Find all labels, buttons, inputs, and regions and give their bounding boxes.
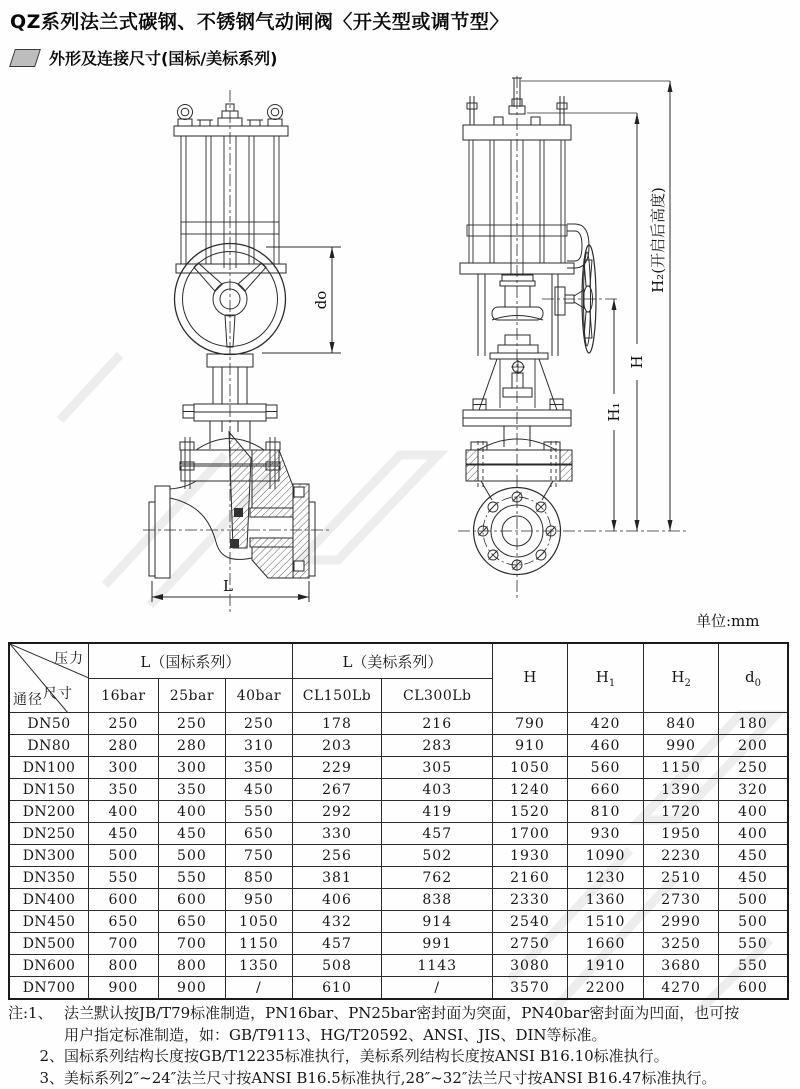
dimension-value-cell: 600 xyxy=(158,889,226,911)
dimension-value-cell: 381 xyxy=(292,867,382,889)
col-header-cl150: CL150Lb xyxy=(292,679,382,713)
dimension-value-cell: 660 xyxy=(567,779,644,801)
dimension-value-cell: 256 xyxy=(292,845,382,867)
col-header-40bar: 40bar xyxy=(226,679,293,713)
dimension-value-cell: 3680 xyxy=(644,955,719,977)
dimension-value-cell: 200 xyxy=(718,735,788,757)
dimension-value-cell: 1090 xyxy=(567,845,644,867)
note-line: 用户指定标准制造，如：GB/T9113、HG/T20592、ANSI、JIS、DIN等标准。 xyxy=(64,1025,607,1044)
dimension-value-cell: 330 xyxy=(292,823,382,845)
dimension-value-cell: 203 xyxy=(292,735,382,757)
dimension-value-cell: 500 xyxy=(89,845,159,867)
dimension-value-cell: 2330 xyxy=(493,889,568,911)
group-header-gb: L（国标系列） xyxy=(89,643,293,679)
dimension-value-cell: 790 xyxy=(493,713,568,735)
nominal-diameter-cell: DN100 xyxy=(9,757,89,779)
dimension-value-cell: 400 xyxy=(718,801,788,823)
note-line: 法兰默认按JB/T79标准制造，PN16bar、PN25bar密封面为突面，PN40bar密封面为凹面，也可按 xyxy=(64,1004,740,1022)
nominal-diameter-cell: DN50 xyxy=(9,713,89,735)
dimension-value-cell: 250 xyxy=(226,713,293,735)
dimension-value-cell: 450 xyxy=(718,845,788,867)
dimension-value-cell: 3570 xyxy=(493,977,568,1000)
nominal-diameter-cell: DN150 xyxy=(9,779,89,801)
section-heading xyxy=(12,46,277,69)
dimension-value-cell: 305 xyxy=(382,757,493,779)
dimension-value-cell: 838 xyxy=(382,889,493,911)
nominal-diameter-cell: DN300 xyxy=(9,845,89,867)
table-row xyxy=(9,933,788,955)
notes xyxy=(8,1003,792,1089)
table-row xyxy=(9,977,788,1000)
dim-label-do: do xyxy=(312,290,330,310)
dimension-value-cell: 600 xyxy=(718,977,788,1000)
dimension-value-cell: 2730 xyxy=(644,889,719,911)
dimension-value-cell: 750 xyxy=(226,845,293,867)
dimension-value-cell: 1390 xyxy=(644,779,719,801)
dimension-value-cell: 1050 xyxy=(226,911,293,933)
dimension-value-cell: 762 xyxy=(382,867,493,889)
dimension-value-cell: 1240 xyxy=(493,779,568,801)
unit-label: 单位:mm xyxy=(696,612,760,630)
table-row xyxy=(9,713,788,735)
note-line: 国标系列结构长度按GB/T12235标准执行，美标系列结构长度按ANSI B16.10标准执行。 xyxy=(64,1047,669,1065)
dimension-value-cell: 1360 xyxy=(567,889,644,911)
dimension-value-cell: 1520 xyxy=(493,801,568,823)
nominal-diameter-cell: DN500 xyxy=(9,933,89,955)
dimension-value-cell: 419 xyxy=(382,801,493,823)
dimension-value-cell: 2990 xyxy=(644,911,719,933)
note-item-2 xyxy=(8,1046,792,1068)
dimension-value-cell: 550 xyxy=(718,955,788,977)
section-marker-icon xyxy=(9,49,41,67)
corner-label-diameter: 通径 xyxy=(13,692,43,708)
dimension-value-cell: 3080 xyxy=(493,955,568,977)
dimension-value-cell: 310 xyxy=(226,735,293,757)
nominal-diameter-cell: DN400 xyxy=(9,889,89,911)
dimension-value-cell: 1910 xyxy=(567,955,644,977)
dimension-value-cell: 250 xyxy=(718,757,788,779)
dimension-value-cell: 320 xyxy=(718,779,788,801)
dimension-value-cell: 267 xyxy=(292,779,382,801)
dimension-value-cell: 650 xyxy=(226,823,293,845)
dimension-value-cell: 650 xyxy=(158,911,226,933)
dimension-value-cell: 4270 xyxy=(644,977,719,1000)
dimension-value-cell: 400 xyxy=(158,801,226,823)
col-header-16bar: 16bar xyxy=(89,679,159,713)
dimension-value-cell: 250 xyxy=(89,713,159,735)
dimension-value-cell: 550 xyxy=(226,801,293,823)
dimension-value-cell: 700 xyxy=(89,933,159,955)
page-title: QZ系列法兰式碳钢、不锈钢气动闸阀〈开关型或调节型〉 xyxy=(10,11,509,33)
dimension-value-cell: 2540 xyxy=(493,911,568,933)
dimension-value-cell: 800 xyxy=(158,955,226,977)
dimension-value-cell: 900 xyxy=(158,977,226,1000)
dimension-value-cell: 400 xyxy=(718,823,788,845)
dimension-value-cell: 1350 xyxy=(226,955,293,977)
nominal-diameter-cell: DN350 xyxy=(9,867,89,889)
dimension-value-cell: 432 xyxy=(292,911,382,933)
section-heading-label: 外形及连接尺寸(国标/美标系列) xyxy=(49,49,278,68)
table-row xyxy=(9,911,788,933)
note-item-3 xyxy=(8,1068,792,1089)
dimension-value-cell: 610 xyxy=(292,977,382,1000)
table-row xyxy=(9,889,788,911)
table-row xyxy=(9,779,788,801)
dimension-value-cell: 280 xyxy=(158,735,226,757)
col-header-H2: $H_2$ xyxy=(644,643,719,713)
dimension-table xyxy=(8,642,789,1000)
note-label: 2、 xyxy=(39,1047,64,1065)
dimension-value-cell: 2160 xyxy=(493,867,568,889)
dimension-value-cell: / xyxy=(382,977,493,1000)
dimension-value-cell: 500 xyxy=(718,911,788,933)
dimension-value-cell: 283 xyxy=(382,735,493,757)
dimension-value-cell: 600 xyxy=(89,889,159,911)
dimension-value-cell: 550 xyxy=(158,867,226,889)
dimension-value-cell: 178 xyxy=(292,713,382,735)
dim-H1 xyxy=(605,299,623,531)
dimension-value-cell: 3250 xyxy=(644,933,719,955)
dimension-value-cell: 450 xyxy=(158,823,226,845)
dimension-value-cell: 930 xyxy=(567,823,644,845)
dimension-value-cell: 1700 xyxy=(493,823,568,845)
dimension-value-cell: 350 xyxy=(89,779,159,801)
dimension-value-cell: 1050 xyxy=(493,757,568,779)
dimension-value-cell: 1143 xyxy=(382,955,493,977)
dimension-value-cell: 650 xyxy=(89,911,159,933)
dim-L xyxy=(152,577,309,602)
dimension-value-cell: 700 xyxy=(158,933,226,955)
dimension-value-cell: 1950 xyxy=(644,823,719,845)
dimension-value-cell: 292 xyxy=(292,801,382,823)
nominal-diameter-cell: DN450 xyxy=(9,911,89,933)
dimension-value-cell: 403 xyxy=(382,779,493,801)
dimension-value-cell: 910 xyxy=(493,735,568,757)
dimension-value-cell: 1150 xyxy=(226,933,293,955)
dimension-value-cell: 457 xyxy=(292,933,382,955)
corner-label-pressure: 压力 xyxy=(54,651,85,667)
dimension-value-cell: / xyxy=(226,977,293,1000)
dim-label-L: L xyxy=(223,577,233,595)
dimension-table-body xyxy=(9,713,788,1000)
dimension-value-cell: 800 xyxy=(89,955,159,977)
dimension-value-cell: 300 xyxy=(89,757,159,779)
table-row xyxy=(9,867,788,889)
dimension-value-cell: 450 xyxy=(718,867,788,889)
dimension-value-cell: 914 xyxy=(382,911,493,933)
dimension-value-cell: 229 xyxy=(292,757,382,779)
nominal-diameter-cell: DN80 xyxy=(9,735,89,757)
dimension-value-cell: 991 xyxy=(382,933,493,955)
dimension-value-cell: 2230 xyxy=(644,845,719,867)
table-row xyxy=(9,845,788,867)
dimension-value-cell: 850 xyxy=(226,867,293,889)
dimension-value-cell: 1150 xyxy=(644,757,719,779)
table-row xyxy=(9,757,788,779)
dim-label-H2: H₂(开启后高度) xyxy=(649,187,667,293)
nominal-diameter-cell: DN700 xyxy=(9,977,89,1000)
dimension-value-cell: 990 xyxy=(644,735,719,757)
dimension-value-cell: 500 xyxy=(718,889,788,911)
dimension-value-cell: 406 xyxy=(292,889,382,911)
dimension-value-cell: 950 xyxy=(226,889,293,911)
corner-header-cell xyxy=(9,643,89,713)
dimension-value-cell: 550 xyxy=(89,867,159,889)
dimension-value-cell: 500 xyxy=(158,845,226,867)
dimension-value-cell: 1660 xyxy=(567,933,644,955)
dimension-value-cell: 457 xyxy=(382,823,493,845)
nominal-diameter-cell: DN250 xyxy=(9,823,89,845)
dim-H2 xyxy=(649,81,673,531)
note-label: 3、 xyxy=(39,1068,64,1087)
note-line: 美标系列2″~24″法兰尺寸按ANSI B16.5标准执行,28″~32″法兰尺寸按ANSI B16.47标准执行。 xyxy=(64,1068,717,1087)
valve-outline-drawings xyxy=(0,72,800,620)
dimension-value-cell: 460 xyxy=(567,735,644,757)
dimension-value-cell: 2750 xyxy=(493,933,568,955)
front-view-drawing xyxy=(143,90,341,612)
dimension-value-cell: 350 xyxy=(158,779,226,801)
dim-label-H1: H₁ xyxy=(605,402,623,422)
dimension-value-cell: 900 xyxy=(89,977,159,1000)
note-item-1 xyxy=(8,1003,792,1046)
table-row xyxy=(9,735,788,757)
side-view-drawing xyxy=(458,76,688,598)
table-row xyxy=(9,823,788,845)
dimension-value-cell: 1510 xyxy=(567,911,644,933)
table-row xyxy=(9,955,788,977)
dim-label-H: H xyxy=(628,355,646,369)
col-header-H: H xyxy=(493,643,568,713)
dimension-value-cell: 810 xyxy=(567,801,644,823)
dimension-value-cell: 550 xyxy=(718,933,788,955)
nominal-diameter-cell: DN200 xyxy=(9,801,89,823)
dimension-value-cell: 1230 xyxy=(567,867,644,889)
nominal-diameter-cell: DN600 xyxy=(9,955,89,977)
dimension-value-cell: 1930 xyxy=(493,845,568,867)
dimension-value-cell: 508 xyxy=(292,955,382,977)
dimension-value-cell: 450 xyxy=(226,779,293,801)
dimension-value-cell: 300 xyxy=(158,757,226,779)
dimension-value-cell: 450 xyxy=(89,823,159,845)
dimension-value-cell: 250 xyxy=(158,713,226,735)
dimension-value-cell: 180 xyxy=(718,713,788,735)
dimension-value-cell: 216 xyxy=(382,713,493,735)
corner-label-size: 尺寸 xyxy=(43,686,73,702)
col-header-d0: $d_0$ xyxy=(718,643,788,713)
note-label: 注:1、 xyxy=(8,1004,53,1022)
dimension-value-cell: 560 xyxy=(567,757,644,779)
dim-H xyxy=(628,113,646,531)
group-header-ansi: L（美标系列） xyxy=(292,643,493,679)
dimension-value-cell: 1720 xyxy=(644,801,719,823)
dimension-value-cell: 502 xyxy=(382,845,493,867)
dimension-value-cell: 840 xyxy=(644,713,719,735)
dimension-value-cell: 420 xyxy=(567,713,644,735)
col-header-H1: $H_1$ xyxy=(567,643,644,713)
col-header-cl300: CL300Lb xyxy=(382,679,493,713)
dimension-value-cell: 280 xyxy=(89,735,159,757)
table-row xyxy=(9,801,788,823)
dimension-value-cell: 2200 xyxy=(567,977,644,1000)
dimension-value-cell: 2510 xyxy=(644,867,719,889)
col-header-25bar: 25bar xyxy=(158,679,226,713)
dimension-value-cell: 400 xyxy=(89,801,159,823)
dimension-value-cell: 350 xyxy=(226,757,293,779)
